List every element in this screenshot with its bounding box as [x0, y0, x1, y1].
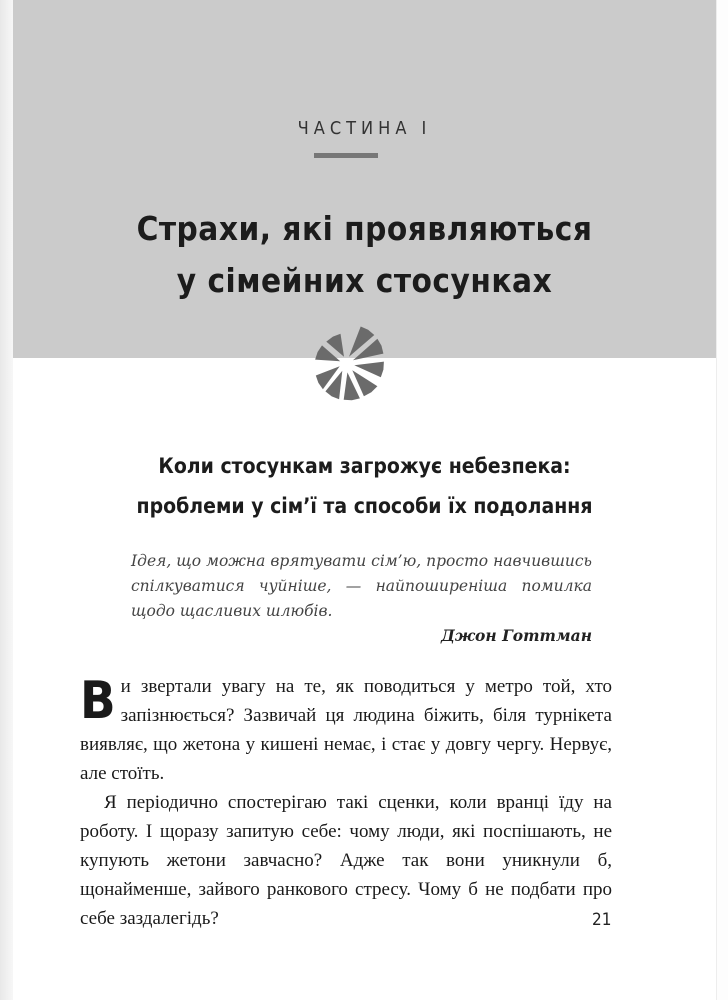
page-number: 21 [592, 910, 612, 930]
radial-wedge-emblem-icon [309, 318, 389, 410]
body-paragraph [80, 672, 612, 788]
body-text [80, 672, 612, 933]
epigraph-quote: Ідея, що можна врятувати сім’ю, просто навчившись спілкуватися чуйніше, — найпоширеніша помилка щодо щасливих шлюбів. [131, 552, 592, 620]
body-paragraph-1-text: и звертали увагу на те, як поводиться у метро той, хто запізнюється? Зазвичай ця людина біжить, біля турнікета виявляє, що жетона у кишені немає, і стає у довгу чергу. Нервує, але стоїть. [80, 676, 612, 784]
chapter-title [13, 203, 716, 307]
epigraph-author: Джон Готтман [441, 626, 592, 645]
part-divider-rule [314, 153, 378, 158]
part-label: ЧАСТИНА І [297, 118, 432, 139]
page-edge [716, 0, 728, 1000]
section-title [13, 446, 716, 526]
chapter-title-line-2: у сімейних стосунках [176, 261, 553, 300]
chapter-title-line-1: Страхи, які проявляються [136, 209, 593, 248]
section-title-line-2: проблеми у сім’ї та способи їх подолання [136, 494, 593, 518]
page-gutter-shadow [0, 0, 13, 1000]
drop-cap: В [80, 671, 116, 731]
body-paragraph-2: Я періодично спостерігаю такі сценки, коли вранці їду на роботу. І щоразу запитую себе: чому люди, які поспішають, не купують жетони завчасно? Адже так вони уникнули б, щонайменше, зайвого ранкового стресу. Чому б не подбати про себе заздалегідь? [80, 792, 612, 929]
section-title-line-1: Коли стосункам загрожує небезпека: [158, 454, 571, 478]
